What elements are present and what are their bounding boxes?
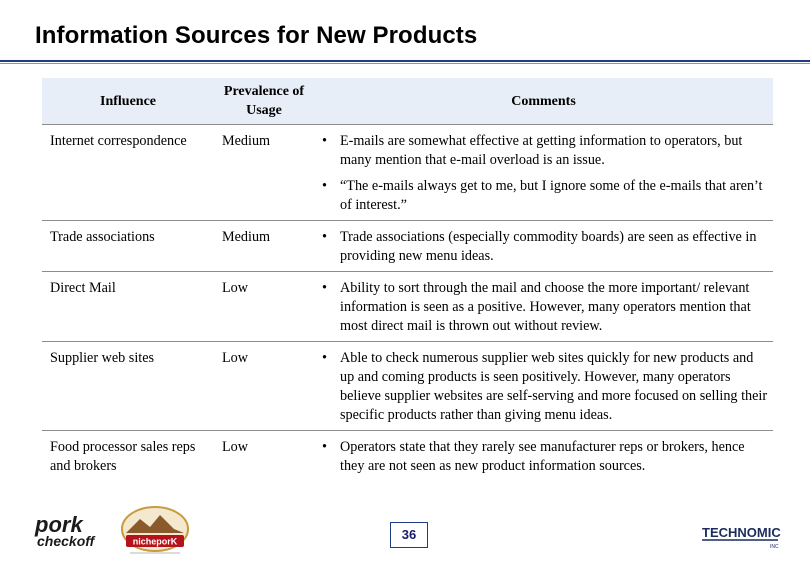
comment-bullet: • Able to check numerous supplier web sites quickly for new products and up and coming products is seen positively. However, many operators believe supplier websites are self-serving and more focused on selling their specific products rather than giving menu ideas. [322, 349, 769, 425]
influence-cell: Supplier web sites [42, 342, 214, 431]
nichepork-logo [118, 505, 192, 562]
nichepork-logo-text: nicheporK [132, 536, 178, 547]
influence-cell: Internet correspondence [42, 125, 214, 221]
prevalence-cell: Medium [214, 125, 314, 221]
comments-cell [314, 272, 773, 342]
table-row [42, 431, 773, 482]
page-number: 36 [390, 522, 428, 548]
table-row [42, 125, 773, 221]
title-underline-thin [0, 63, 810, 64]
comments-cell [314, 431, 773, 482]
header-comments: Comments [314, 78, 773, 125]
header-prevalence-text: Prevalence of Usage [223, 84, 305, 118]
prevalence-cell: Low [214, 272, 314, 342]
prevalence-cell: Low [214, 342, 314, 431]
nichepork-logo-graphic [118, 505, 192, 557]
comments-cell [314, 125, 773, 221]
header-influence: Influence [42, 78, 214, 125]
header-prevalence [214, 78, 314, 125]
pork-logo-text: pork [35, 512, 83, 537]
comment-bullet: • Trade associations (especially commodity boards) are seen as effective in providing new menu ideas. [322, 228, 769, 266]
influence-cell: Food processor sales reps and brokers [50, 439, 196, 474]
checkoff-logo-text: checkoff [37, 533, 95, 549]
comment-bullet: • Ability to sort through the mail and choose the more important/ relevant information is seen as a positive. However, many operators mention that most direct mail is thrown out without review. [322, 279, 769, 336]
sources-table [42, 78, 773, 481]
pork-checkoff-logo [33, 512, 109, 555]
technomic-logo [700, 523, 782, 556]
table-row [42, 272, 773, 342]
prevalence-cell: Medium [214, 221, 314, 272]
prevalence-cell: Low [222, 439, 249, 455]
table-row [42, 221, 773, 272]
influence-cell: Trade associations [42, 221, 214, 272]
technomic-logo-text: TECHNOMIC [702, 525, 781, 540]
title-underline [0, 60, 810, 62]
comments-cell [314, 342, 773, 431]
influence-cell: Direct Mail [42, 272, 214, 342]
comment-bullet: • “The e-mails always get to me, but I ignore some of the e-mails that aren’t of interest.” [322, 177, 769, 215]
comment-bullet: • Operators state that they rarely see manufacturer reps or brokers, hence they are not seen as new product information sources. [322, 438, 769, 476]
comments-cell [314, 221, 773, 272]
page-title: Information Sources for New Products [35, 22, 478, 49]
pork-checkoff-logo-graphic [33, 512, 109, 550]
comment-bullet: • E-mails are somewhat effective at getting information to operators, but many mention that e-mail overload is an issue. [322, 132, 769, 170]
table-row [42, 342, 773, 431]
technomic-logo-graphic [700, 523, 782, 551]
technomic-inc-text: INC [770, 544, 779, 550]
header-row [42, 78, 773, 125]
